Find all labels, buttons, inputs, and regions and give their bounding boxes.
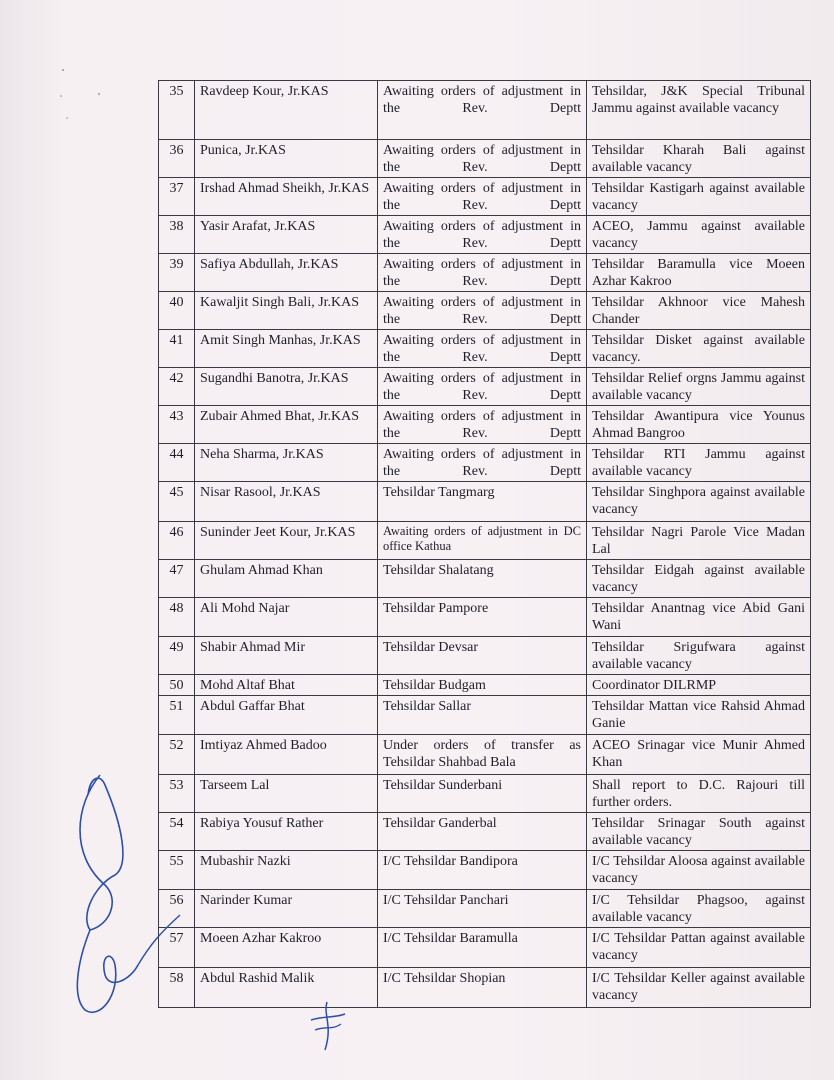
new-posting-cell: Tehsildar Awantipura vice Younus Ahmad Bangroo <box>587 406 811 444</box>
table-row <box>159 775 811 813</box>
present-posting-cell: Awaiting orders of adjustment in the Rev. Deptt <box>378 406 587 444</box>
present-posting-cell: I/C Tehsildar Baramulla <box>378 928 587 968</box>
new-posting-cell: I/C Tehsildar Aloosa against available vacancy <box>587 851 811 890</box>
present-posting-cell: Under orders of transfer as Tehsildar Shahbad Bala <box>378 735 587 775</box>
officer-name-cell: Rabiya Yousuf Rather <box>195 813 378 851</box>
serial-number-cell: 36 <box>159 140 195 178</box>
officer-name-cell: Yasir Arafat, Jr.KAS <box>195 216 378 254</box>
serial-number-cell: 38 <box>159 216 195 254</box>
table-row <box>159 813 811 851</box>
present-posting-cell: Awaiting orders of adjustment in the Rev. Deptt <box>378 178 587 216</box>
present-posting-cell: I/C Tehsildar Panchari <box>378 890 587 928</box>
serial-number-cell: 41 <box>159 330 195 368</box>
new-posting-cell: Tehsildar Mattan vice Rahsid Ahmad Ganie <box>587 696 811 735</box>
officer-name-cell: Neha Sharma, Jr.KAS <box>195 444 378 482</box>
new-posting-cell: Tehsildar Baramulla vice Moeen Azhar Kakroo <box>587 254 811 292</box>
table-row <box>159 696 811 735</box>
new-posting-cell: ACEO, Jammu against available vacancy <box>587 216 811 254</box>
present-posting-cell: Awaiting orders of adjustment in DC office Kathua <box>378 522 587 560</box>
serial-number-cell: 56 <box>159 890 195 928</box>
table-row <box>159 928 811 968</box>
table-row <box>159 675 811 696</box>
serial-number-cell: 47 <box>159 560 195 598</box>
table-row <box>159 330 811 368</box>
table-row <box>159 140 811 178</box>
present-posting-cell: Tehsildar Sunderbani <box>378 775 587 813</box>
present-posting-cell: Awaiting orders of adjustment in the Rev. Deptt <box>378 444 587 482</box>
new-posting-cell: Tehsildar Anantnag vice Abid Gani Wani <box>587 598 811 637</box>
serial-number-cell: 48 <box>159 598 195 637</box>
serial-number-cell: 52 <box>159 735 195 775</box>
present-posting-cell: Tehsildar Ganderbal <box>378 813 587 851</box>
table-row <box>159 444 811 482</box>
officer-name-cell: Suninder Jeet Kour, Jr.KAS <box>195 522 378 560</box>
present-posting-cell: Awaiting orders of adjustment in the Rev. Deptt <box>378 81 587 140</box>
serial-number-cell: 43 <box>159 406 195 444</box>
officer-name-cell: Nisar Rasool, Jr.KAS <box>195 482 378 522</box>
officer-name-cell: Mohd Altaf Bhat <box>195 675 378 696</box>
table-row <box>159 560 811 598</box>
table-row <box>159 968 811 1008</box>
table-row <box>159 637 811 675</box>
table-row <box>159 81 811 140</box>
table-row <box>159 522 811 560</box>
present-posting-cell: Tehsildar Tangmarg <box>378 482 587 522</box>
new-posting-cell: ACEO Srinagar vice Munir Ahmed Khan <box>587 735 811 775</box>
new-posting-cell: Shall report to D.C. Rajouri till further orders. <box>587 775 811 813</box>
table-row <box>159 368 811 406</box>
serial-number-cell: 42 <box>159 368 195 406</box>
table-row <box>159 890 811 928</box>
officer-name-cell: Imtiyaz Ahmed Badoo <box>195 735 378 775</box>
present-posting-cell: Awaiting orders of adjustment in the Rev. Deptt <box>378 330 587 368</box>
present-posting-cell: Tehsildar Devsar <box>378 637 587 675</box>
officer-name-cell: Ghulam Ahmad Khan <box>195 560 378 598</box>
serial-number-cell: 37 <box>159 178 195 216</box>
new-posting-cell: Tehsildar Relief orgns Jammu against available vacancy <box>587 368 811 406</box>
table-row <box>159 216 811 254</box>
transfer-orders-table <box>158 80 811 1008</box>
new-posting-cell: Tehsildar Kharah Bali against available vacancy <box>587 140 811 178</box>
table-row <box>159 598 811 637</box>
serial-number-cell: 35 <box>159 81 195 140</box>
officer-name-cell: Irshad Ahmad Sheikh, Jr.KAS <box>195 178 378 216</box>
present-posting-cell: Awaiting orders of adjustment in the Rev. Deptt <box>378 368 587 406</box>
new-posting-cell: Tehsildar Srinagar South against available vacancy <box>587 813 811 851</box>
serial-number-cell: 46 <box>159 522 195 560</box>
new-posting-cell: Coordinator DILRMP <box>587 675 811 696</box>
serial-number-cell: 44 <box>159 444 195 482</box>
officer-name-cell: Shabir Ahmad Mir <box>195 637 378 675</box>
serial-number-cell: 40 <box>159 292 195 330</box>
scan-marks <box>55 60 115 130</box>
new-posting-cell: Tehsildar Kastigarh against available vacancy <box>587 178 811 216</box>
officer-name-cell: Tarseem Lal <box>195 775 378 813</box>
serial-number-cell: 54 <box>159 813 195 851</box>
officer-name-cell: Amit Singh Manhas, Jr.KAS <box>195 330 378 368</box>
table-body <box>159 81 811 1008</box>
new-posting-cell: I/C Tehsildar Pattan against available vacancy <box>587 928 811 968</box>
new-posting-cell: Tehsildar, J&K Special Tribunal Jammu against available vacancy <box>587 81 811 140</box>
present-posting-cell: Awaiting orders of adjustment in the Rev. Deptt <box>378 140 587 178</box>
serial-number-cell: 51 <box>159 696 195 735</box>
table-row <box>159 482 811 522</box>
serial-number-cell: 58 <box>159 968 195 1008</box>
margin-signature <box>60 765 190 1025</box>
present-posting-cell: I/C Tehsildar Shopian <box>378 968 587 1008</box>
serial-number-cell: 45 <box>159 482 195 522</box>
serial-number-cell: 53 <box>159 775 195 813</box>
present-posting-cell: Tehsildar Sallar <box>378 696 587 735</box>
present-posting-cell: I/C Tehsildar Bandipora <box>378 851 587 890</box>
officer-name-cell: Narinder Kumar <box>195 890 378 928</box>
present-posting-cell: Awaiting orders of adjustment in the Rev. Deptt <box>378 216 587 254</box>
new-posting-cell: Tehsildar RTI Jammu against available vacancy <box>587 444 811 482</box>
new-posting-cell: Tehsildar Disket against available vacancy. <box>587 330 811 368</box>
officer-name-cell: Zubair Ahmed Bhat, Jr.KAS <box>195 406 378 444</box>
new-posting-cell: Tehsildar Akhnoor vice Mahesh Chander <box>587 292 811 330</box>
bottom-initial-mark <box>303 1000 353 1060</box>
present-posting-cell: Tehsildar Shalatang <box>378 560 587 598</box>
officer-name-cell: Mubashir Nazki <box>195 851 378 890</box>
new-posting-cell: I/C Tehsildar Phagsoo, against available vacancy <box>587 890 811 928</box>
serial-number-cell: 39 <box>159 254 195 292</box>
officer-name-cell: Safiya Abdullah, Jr.KAS <box>195 254 378 292</box>
table-row <box>159 735 811 775</box>
table-row <box>159 254 811 292</box>
present-posting-cell: Awaiting orders of adjustment in the Rev. Deptt <box>378 254 587 292</box>
officer-name-cell: Abdul Gaffar Bhat <box>195 696 378 735</box>
serial-number-cell: 50 <box>159 675 195 696</box>
officer-name-cell: Ali Mohd Najar <box>195 598 378 637</box>
officer-name-cell: Moeen Azhar Kakroo <box>195 928 378 968</box>
table-row <box>159 292 811 330</box>
new-posting-cell: Tehsildar Nagri Parole Vice Madan Lal <box>587 522 811 560</box>
officer-name-cell: Abdul Rashid Malik <box>195 968 378 1008</box>
serial-number-cell: 49 <box>159 637 195 675</box>
officer-name-cell: Kawaljit Singh Bali, Jr.KAS <box>195 292 378 330</box>
present-posting-cell: Awaiting orders of adjustment in the Rev. Deptt <box>378 292 587 330</box>
serial-number-cell: 55 <box>159 851 195 890</box>
new-posting-cell: Tehsildar Eidgah against available vacancy <box>587 560 811 598</box>
officer-name-cell: Sugandhi Banotra, Jr.KAS <box>195 368 378 406</box>
table-row <box>159 851 811 890</box>
table-row <box>159 178 811 216</box>
serial-number-cell: 57 <box>159 928 195 968</box>
present-posting-cell: Tehsildar Pampore <box>378 598 587 637</box>
officer-name-cell: Ravdeep Kour, Jr.KAS <box>195 81 378 140</box>
new-posting-cell: Tehsildar Singhpora against available vacancy <box>587 482 811 522</box>
table-row <box>159 406 811 444</box>
new-posting-cell: Tehsildar Srigufwara against available vacancy <box>587 637 811 675</box>
new-posting-cell: I/C Tehsildar Keller against available vacancy <box>587 968 811 1008</box>
present-posting-cell: Tehsildar Budgam <box>378 675 587 696</box>
officer-name-cell: Punica, Jr.KAS <box>195 140 378 178</box>
